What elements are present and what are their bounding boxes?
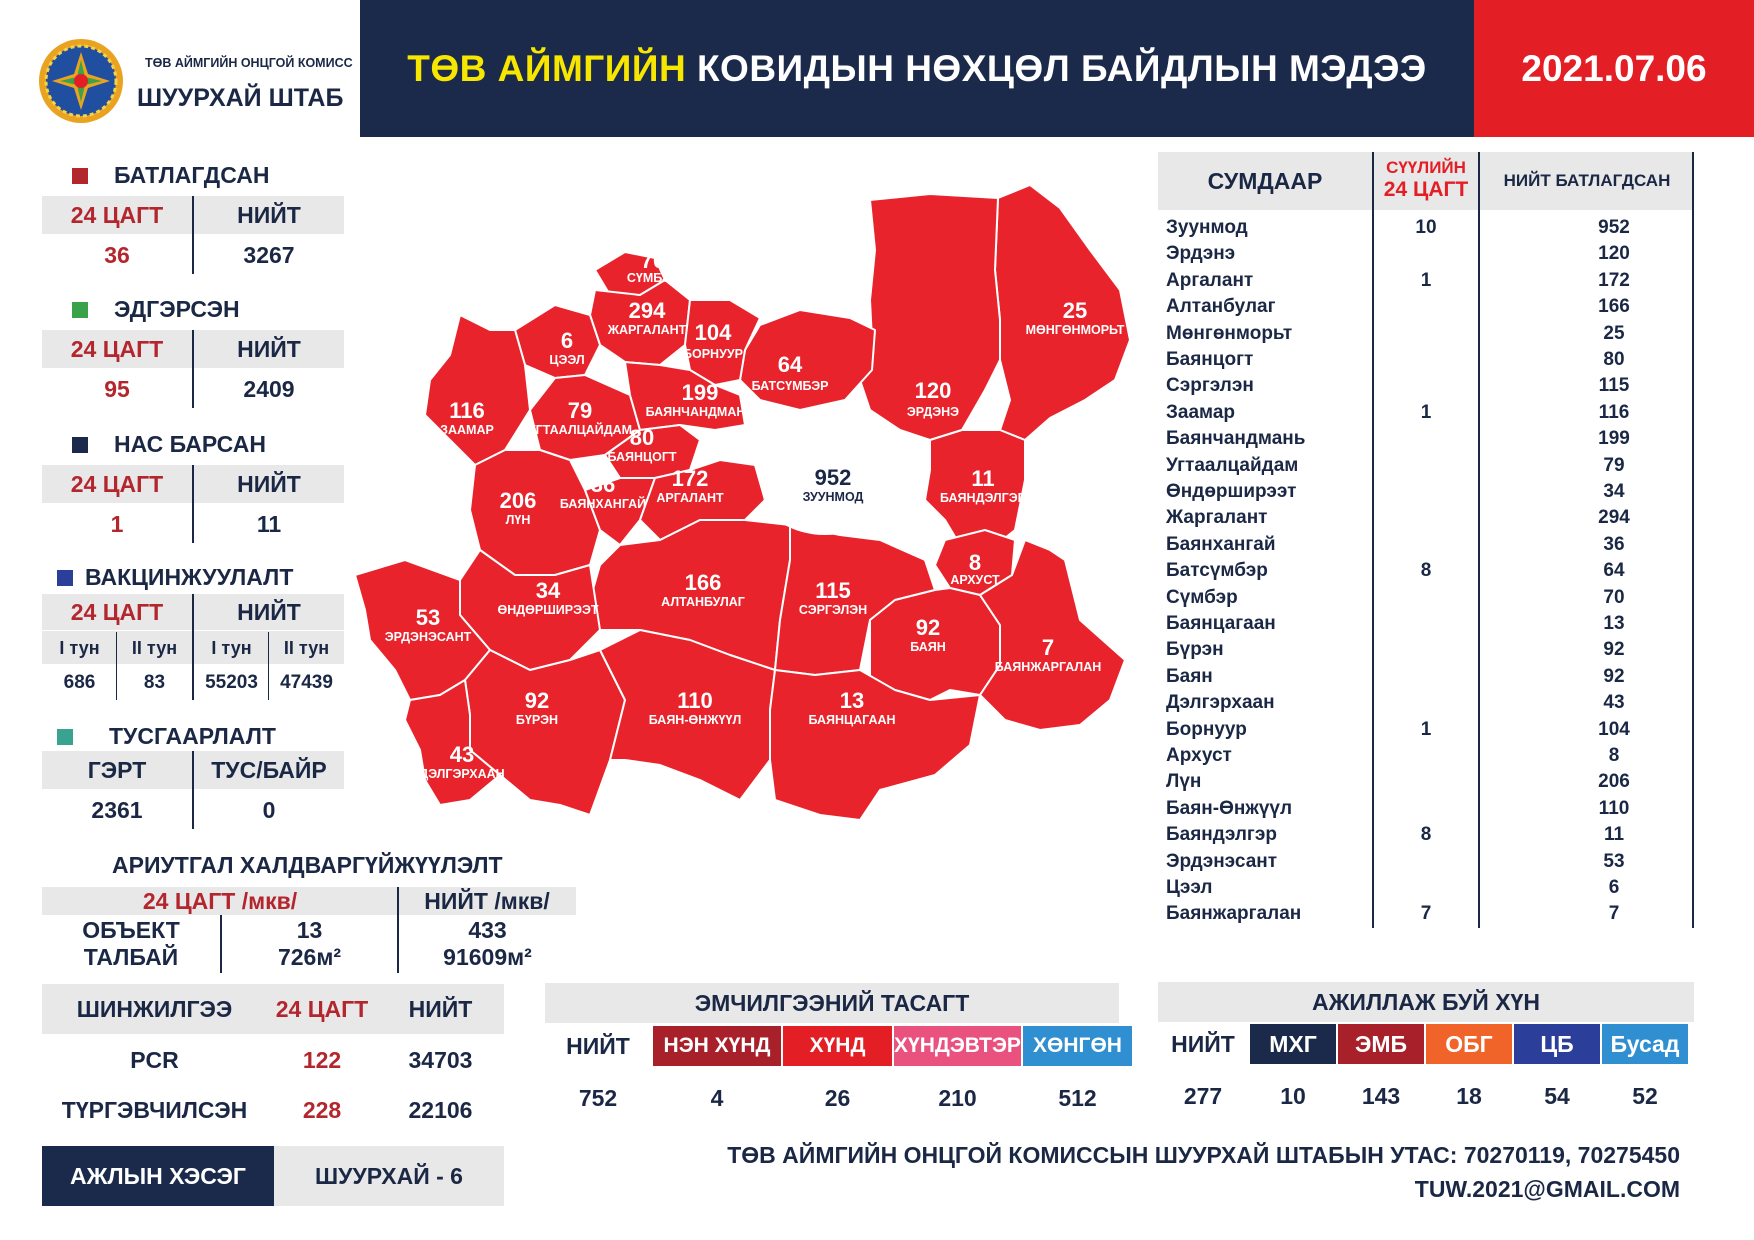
treatment-cat-label: ХӨНГӨН [1023, 1026, 1132, 1066]
treatment-cat-value: 512 [1058, 1084, 1097, 1111]
work-group-label: АЖЛЫН ХЭСЭГ [42, 1146, 274, 1206]
map-label-name: МӨНГӨНМОРЬТ [1025, 323, 1125, 337]
recovered-col2: НИЙТ [237, 335, 301, 362]
table-row [1158, 664, 1694, 690]
title-highlight: ТӨВ АЙМГИЙН [407, 47, 687, 89]
sum-total: 92 [1603, 665, 1625, 687]
sum-name: Бүрэн [1166, 639, 1224, 661]
sums-col-total: НИЙТ БАТЛАГДСАН [1503, 171, 1671, 190]
sum-total: 199 [1598, 428, 1630, 450]
disinfection-col2: НИЙТ /мкв/ [424, 887, 550, 914]
confirmed-col1: 24 ЦАГТ [70, 201, 164, 228]
vaccination-square-icon [57, 570, 73, 586]
map-label-name: УГТААЛЦАЙДАМ [527, 423, 633, 437]
sum-total: 7 [1608, 903, 1620, 925]
staff-cat-value: 143 [1361, 1082, 1401, 1109]
recovered-title: ЭДГЭРСЭН [72, 296, 240, 323]
map-label-name: СЭРГЭЛЭН [798, 603, 868, 617]
sum-total: 11 [1603, 824, 1625, 846]
tests-col1: 24 ЦАГТ [275, 995, 369, 1022]
disinfection-row1-label: ОБЪЕКТ [82, 916, 180, 943]
sum-name: Баянцагаан [1166, 613, 1276, 634]
map-label-name: БАЯН [910, 640, 946, 654]
recovered-total: 2409 [243, 375, 295, 402]
sum-total: 92 [1603, 639, 1625, 661]
map-label-number: 53 [415, 605, 441, 630]
sum-day: 7 [1420, 903, 1432, 925]
deaths-col2: НИЙТ [237, 470, 301, 497]
map-label-name: ӨНДӨРШИРЭЭТ [497, 603, 599, 617]
report-date: 2021.07.06 [1521, 47, 1707, 89]
table-row [1158, 637, 1694, 663]
disinfection-row2-label: ТАЛБАЙ [83, 943, 179, 970]
sum-day: 10 [1415, 217, 1437, 238]
map-label-name: АРХУСТ [950, 573, 1000, 587]
disinfection-row2-day: 726м² [277, 943, 342, 970]
staff-cat-label: Бусад [1602, 1024, 1688, 1064]
staff-cat-value: 18 [1456, 1082, 1482, 1109]
sum-total: 115 [1598, 375, 1630, 397]
vaccination-total-d2: 47439 [280, 672, 333, 693]
sum-total: 80 [1603, 349, 1625, 370]
staff-total-label: НИЙТ [1171, 1030, 1235, 1057]
map-label-number: 13 [839, 688, 865, 713]
sum-name: Баян [1166, 665, 1213, 687]
region-batsumber [740, 310, 875, 410]
treatment-total: 752 [578, 1084, 618, 1111]
sum-name: Мөнгөнморьт [1166, 322, 1293, 344]
map-label-number: 172 [671, 466, 709, 491]
staff-cat-label: ЭМБ [1338, 1024, 1424, 1064]
map-label-number: 80 [629, 425, 655, 450]
staff-cat-label: МХГ [1250, 1024, 1336, 1064]
sum-name: Сүмбэр [1166, 586, 1238, 608]
sum-total: 25 [1603, 322, 1625, 344]
table-row [1158, 901, 1694, 927]
treatment-cat-value: 4 [710, 1084, 724, 1111]
sum-name: Батсүмбэр [1166, 560, 1268, 582]
table-row [1158, 215, 1694, 241]
map-label-number: 206 [499, 488, 537, 513]
map-label-name: ДЭЛГЭРХААН [419, 767, 505, 781]
sum-name: Сэргэлэн [1166, 375, 1254, 397]
sum-name: Борнуур [1166, 718, 1247, 740]
map-label-number: 7 [1041, 635, 1055, 660]
sum-name: Аргалант [1166, 269, 1254, 291]
map-label-number: 104 [694, 320, 732, 345]
region-erdene [860, 194, 1000, 440]
isolation-col1: ГЭРТ [87, 756, 147, 783]
map-label-number: 120 [914, 378, 952, 403]
sum-total: 8 [1608, 745, 1620, 766]
sum-total: 64 [1603, 560, 1625, 582]
map-label-number: 34 [535, 578, 561, 603]
sum-name: Баянчандмань [1166, 428, 1306, 450]
sum-total: 79 [1603, 454, 1625, 476]
map-label-name: БОРНУУР [683, 347, 743, 361]
sum-total: 172 [1598, 269, 1630, 291]
table-row [1158, 347, 1694, 373]
map-label-name: БАЯНХАНГАЙ [559, 497, 647, 511]
table-row [1158, 875, 1694, 901]
sum-name: Лүн [1166, 771, 1202, 793]
vaccination-dose1-label-total: I тун [211, 637, 252, 658]
map-label-name: ЗААМАР [440, 423, 494, 437]
map-label-number: 43 [449, 742, 475, 767]
sum-name: Заамар [1166, 401, 1236, 423]
sum-total: 13 [1603, 613, 1625, 634]
sum-total: 104 [1598, 718, 1630, 740]
recovered-col1: 24 ЦАГТ [70, 335, 164, 362]
map-label-number: 116 [449, 398, 485, 423]
region-zaamar [425, 315, 530, 465]
map-label-name: АРГАЛАНТ [656, 491, 724, 505]
vaccination-day-d1: 686 [63, 672, 96, 693]
treatment-cat-label: НЭН ХҮНД [653, 1026, 781, 1066]
confirmed-total: 3267 [243, 241, 295, 268]
tests-row1-total: 34703 [408, 1046, 473, 1073]
map-label-name: БҮРЭН [515, 713, 559, 727]
work-group-value: ШУУРХАЙ - 6 [274, 1146, 504, 1206]
sum-total: 43 [1603, 692, 1625, 714]
sum-total: 110 [1598, 797, 1630, 819]
sum-name: Эрдэнэ [1166, 243, 1236, 265]
deaths-square-icon [72, 437, 88, 453]
sum-name: Зуунмод [1166, 217, 1248, 238]
isolation-square-icon [57, 729, 73, 745]
table-row [1158, 532, 1694, 558]
sum-name: Өндөрширээт [1166, 481, 1297, 502]
confirmed-day: 36 [104, 241, 130, 268]
map-label-number: 8 [968, 550, 982, 575]
treatment-total-label: НИЙТ [566, 1032, 630, 1059]
deaths-day: 1 [110, 510, 124, 537]
logo-block [0, 0, 360, 137]
disinfection-row1-total: 433 [468, 916, 507, 943]
map-label-number: 294 [628, 298, 666, 323]
map-label-number: 199 [681, 380, 719, 405]
sum-name: Алтанбулаг [1166, 296, 1276, 318]
region-tseel [515, 305, 600, 378]
table-row [1158, 611, 1694, 637]
deaths-title: НАС БАРСАН [72, 431, 266, 458]
table-row [1158, 849, 1694, 875]
table-row [1158, 743, 1694, 769]
recovered-square-icon [72, 302, 88, 318]
map-label-name: ЭРДЭНЭСАНТ [384, 630, 472, 644]
table-row [1158, 479, 1694, 505]
sum-name: Баян-Өнжүүл [1166, 797, 1293, 819]
table-row [1158, 453, 1694, 479]
table-row [1158, 769, 1694, 795]
table-row [1158, 241, 1694, 267]
region-bayantsagaan [770, 670, 980, 820]
sum-total: 206 [1598, 771, 1630, 793]
treatment-cat-value: 210 [938, 1084, 977, 1111]
map-label-number: 952 [814, 465, 852, 490]
map-label-name: БАЯНЦОГТ [607, 450, 677, 464]
map-label-number: 6 [560, 328, 574, 353]
page-title [407, 48, 1426, 90]
sum-total: 294 [1598, 507, 1630, 529]
vaccination-dose1-label: I тун [59, 637, 100, 658]
sum-name: Архуст [1166, 745, 1232, 766]
map-label-name: БАЯНДЭЛГЭР [940, 491, 1026, 505]
tests-row1-label: PCR [130, 1046, 179, 1073]
map-label-number: 110 [677, 688, 713, 713]
table-row [1158, 690, 1694, 716]
map-label-number: 70 [640, 248, 666, 273]
vaccination-dose2-label-total: II тун [283, 637, 330, 658]
title-rest: КОВИДЫН НӨХЦӨЛ БАЙДЛЫН МЭДЭЭ [696, 47, 1427, 89]
sum-total: 116 [1598, 401, 1630, 423]
map-label-number: 92 [915, 615, 941, 640]
sum-name: Цээл [1166, 877, 1213, 898]
sum-name: Баянцогт [1166, 349, 1254, 370]
disinfection-col1: 24 ЦАГТ /мкв/ [142, 887, 298, 914]
staff-cat-value: 52 [1632, 1082, 1658, 1109]
sum-day: 8 [1420, 560, 1432, 582]
map-label-name: ЖАРГАЛАНТ [607, 323, 687, 337]
staff-total: 277 [1183, 1082, 1223, 1109]
map-label-number: 11 [971, 466, 995, 491]
map-label-name: ЛҮН [505, 513, 531, 527]
treatment-cat-value: 26 [824, 1084, 851, 1111]
org-line2: ШУУРХАЙ ШТАБ [137, 84, 344, 112]
sums-col-day: СҮҮЛИЙН 24 ЦАГТ [1383, 158, 1469, 201]
map-label-number: 64 [777, 352, 803, 377]
isolation-v2: 0 [262, 796, 276, 823]
footer-email: TUW.2021@GMAIL.COM [1414, 1176, 1680, 1202]
sum-total: 53 [1603, 850, 1625, 872]
map-label-name: БАТСҮМБЭР [751, 379, 829, 393]
map-label-number: 92 [524, 688, 550, 713]
table-row [1158, 373, 1694, 399]
map-label-name: БАЯН-ӨНЖҮҮЛ [648, 713, 742, 727]
deaths-col1: 24 ЦАГТ [70, 470, 164, 497]
sum-day: 8 [1420, 824, 1432, 846]
sum-name: Эрдэнэсант [1166, 850, 1278, 872]
sums-col-name: СУМДААР [1207, 167, 1323, 194]
staff-cat-value: 10 [1280, 1082, 1306, 1109]
sum-total: 70 [1603, 586, 1625, 608]
treatment-title: ЭМЧИЛГЭЭНИЙ ТАСАГТ [545, 983, 1119, 1023]
map-label-name: СҮМБЭР [626, 271, 680, 285]
map-label-name: ЭРДЭНЭ [906, 405, 960, 419]
table-row [1158, 400, 1694, 426]
sum-total: 6 [1608, 877, 1620, 898]
confirmed-square-icon [72, 168, 88, 184]
table-row [1158, 822, 1694, 848]
sum-name: Угтаалцайдам [1166, 454, 1299, 476]
sum-day: 1 [1420, 401, 1432, 423]
tests-row1-day: 122 [302, 1046, 342, 1073]
vaccination-total-d1: 55203 [205, 672, 258, 693]
tests-title: ШИНЖИЛГЭЭ [76, 995, 233, 1022]
vaccination-dose2-label: II тун [131, 637, 178, 658]
table-row [1158, 796, 1694, 822]
province-map [350, 180, 1150, 840]
map-label-name: АЛТАНБУЛАГ [661, 595, 745, 609]
isolation-title: ТУСГААРЛАЛТ [57, 723, 276, 750]
table-row [1158, 585, 1694, 611]
staff-cat-value: 54 [1544, 1082, 1570, 1109]
table-row [1158, 426, 1694, 452]
map-label-number: 115 [815, 578, 851, 603]
staff-cat-label: ЦБ [1514, 1024, 1600, 1064]
confirmed-title: БАТЛАГДСАН [72, 162, 269, 189]
table-row [1158, 505, 1694, 531]
deaths-total: 11 [256, 510, 282, 537]
confirmed-col2: НИЙТ [237, 201, 301, 228]
vaccination-col1: 24 ЦАГТ [70, 598, 164, 625]
treatment-cat-label: ХҮНДЭВТЭР [894, 1026, 1021, 1066]
staff-title: АЖИЛЛАЖ БУЙ ХҮН [1158, 982, 1694, 1022]
tests-row2-total: 22106 [408, 1096, 473, 1123]
map-label-name: ЗУУНМОД [802, 490, 864, 504]
date-block [1474, 0, 1754, 137]
tests-row2-label: ТҮРГЭВЧИЛСЭН [61, 1096, 248, 1123]
map-label-number: 25 [1062, 298, 1088, 323]
table-row [1158, 321, 1694, 347]
vaccination-title: ВАКЦИНЖУУЛАЛТ [57, 564, 293, 591]
region-buren [465, 650, 625, 815]
map-label-number: 166 [684, 570, 722, 595]
table-row [1158, 717, 1694, 743]
isolation-v1: 2361 [91, 796, 143, 823]
sum-total: 120 [1598, 243, 1630, 265]
map-label-name: ЦЭЭЛ [549, 353, 585, 367]
sum-name: Баянжаргалан [1166, 903, 1302, 925]
isolation-col2: ТУС/БАЙР [211, 756, 327, 783]
sum-name: Баянхангай [1166, 533, 1276, 555]
emblem-icon [38, 38, 124, 124]
sum-total: 34 [1603, 481, 1625, 502]
map-label-name: БАЯНЧАНДМАНЬ [645, 405, 755, 419]
footer-phone: ТӨВ АЙМГИЙН ОНЦГОЙ КОМИССЫН ШУУРХАЙ ШТАБЫН УТАС: 70270119, 70275450 [727, 1142, 1680, 1168]
map-label-number: 36 [590, 472, 616, 497]
disinfection-row1-day: 13 [296, 916, 323, 943]
table-row [1158, 294, 1694, 320]
sum-name: Баяндэлгэр [1166, 824, 1277, 846]
title-bar [360, 0, 1474, 137]
staff-cat-label: ОБГ [1426, 1024, 1512, 1064]
sum-total: 36 [1603, 533, 1625, 555]
map-label-name: БАЯНЦАГААН [808, 713, 896, 727]
vaccination-col2: НИЙТ [237, 598, 301, 625]
table-row [1158, 558, 1694, 584]
tests-col2: НИЙТ [408, 995, 473, 1022]
recovered-day: 95 [104, 375, 130, 402]
sum-total: 952 [1598, 217, 1630, 238]
disinfection-row2-total: 91609м² [443, 943, 532, 970]
disinfection-title: АРИУТГАЛ ХАЛДВАРГҮЙЖҮҮЛЭЛТ [112, 852, 503, 878]
sum-day: 1 [1420, 269, 1432, 291]
org-line1: ТӨВ АЙМГИЙН ОНЦГОЙ КОМИСС [145, 56, 353, 70]
table-row [1158, 268, 1694, 294]
tests-row2-day: 228 [302, 1096, 342, 1123]
sum-total: 166 [1598, 296, 1630, 318]
sum-day: 1 [1420, 718, 1432, 740]
map-label-number: 79 [567, 398, 593, 423]
map-label-name: БАЯНЖАРГАЛАН [994, 660, 1102, 674]
sum-name: Дэлгэрхаан [1166, 692, 1275, 714]
treatment-cat-label: ХҮНД [783, 1026, 892, 1066]
vaccination-day-d2: 83 [143, 672, 166, 693]
sum-name: Жаргалант [1166, 507, 1268, 529]
